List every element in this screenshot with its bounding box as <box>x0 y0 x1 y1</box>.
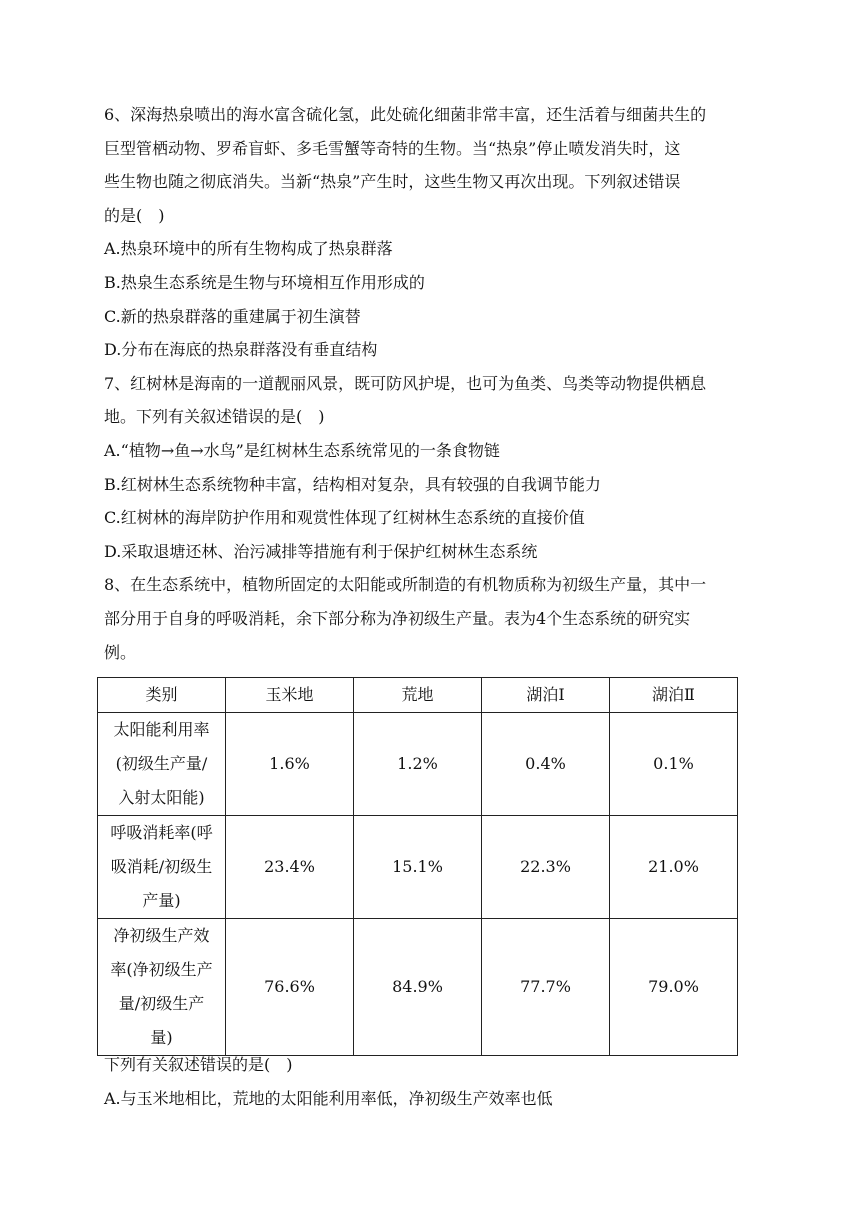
question-8-stem-line-1: 8、在生态系统中，植物所固定的太阳能或所制造的有机物质称为初级生产量，其中一 <box>104 575 707 595</box>
question-6 <box>104 98 764 367</box>
question-8-after-table <box>104 1048 764 1115</box>
question-6-stem-line-1: 6、深海热泉喷出的海水富含硫化氢，此处硫化细菌非常丰富，还生活着与细菌共生的 <box>104 105 707 124</box>
question-8-option-a: A.与玉米地相比，荒地的太阳能利用率低，净初级生产效率也低 <box>104 1088 553 1108</box>
table-cell: 1.6% <box>226 713 354 816</box>
table-cell: 76.6% <box>226 919 354 1056</box>
table-header-cell: 玉米地 <box>226 678 354 713</box>
table-header-cell: 类别 <box>98 678 226 713</box>
question-6-option-a: A.热泉环境中的所有生物构成了热泉群落 <box>104 239 393 259</box>
row-label-cell <box>98 816 226 919</box>
question-6-option-c: C.新的热泉群落的重建属于初生演替 <box>104 306 361 326</box>
table-row <box>98 816 738 919</box>
row-label-line: (初级生产量/ <box>115 754 208 773</box>
question-7-option-b: B.红树林生态系统物种丰富，结构相对复杂，具有较强的自我调节能力 <box>104 474 601 494</box>
question-8-prompt: 下列有关叙述错误的是( ) <box>104 1055 293 1074</box>
question-6-option-b: B.热泉生态系统是生物与环境相互作用形成的 <box>104 272 425 292</box>
question-6-stem-line-3: 些生物也随之彻底消失。当新“热泉”产生时，这些生物又再次出现。下列叙述错误 <box>104 172 681 192</box>
question-6-option-d: D.分布在海底的热泉群落没有垂直结构 <box>104 340 378 360</box>
row-label-line: 量) <box>150 1028 173 1047</box>
table-header-cell: 荒地 <box>354 678 482 713</box>
table-cell: 21.0% <box>610 816 738 919</box>
row-label-line: 净初级生产效 <box>113 926 210 945</box>
question-8-stem-line-3: 例。 <box>104 642 137 662</box>
table-cell: 77.7% <box>482 919 610 1056</box>
table-row <box>98 919 738 1056</box>
table-cell: 23.4% <box>226 816 354 919</box>
question-block <box>104 98 764 669</box>
table-header-cell: 湖泊Ⅰ <box>482 678 610 713</box>
question-7-option-a: A.“植物→鱼→水鸟”是红树林生态系统常见的一条食物链 <box>104 440 500 460</box>
question-7 <box>104 367 764 569</box>
table-cell: 79.0% <box>610 919 738 1056</box>
question-6-stem-line-2: 巨型管栖动物、罗希盲虾、多毛雪蟹等奇特的生物。当“热泉”停止喷发消失时，这 <box>104 138 681 158</box>
question-7-option-d: D.采取退塘还林、治污减排等措施有利于保护红树林生态系统 <box>104 541 538 561</box>
table-header-row <box>98 678 738 713</box>
question-7-stem-line-1: 7、红树林是海南的一道靓丽风景，既可防风护堤，也可为鱼类、鸟类等动物提供栖息 <box>104 373 707 393</box>
table-header-cell: 湖泊Ⅱ <box>610 678 738 713</box>
table-cell: 0.4% <box>482 713 610 816</box>
question-7-stem-line-2: 地。下列有关叙述错误的是( ) <box>104 407 325 427</box>
table-cell: 84.9% <box>354 919 482 1056</box>
question-6-stem-line-4: 的是( ) <box>104 205 165 225</box>
ecosystem-data-table <box>97 677 738 1056</box>
row-label-line: 呼吸消耗率(呼 <box>110 823 213 842</box>
question-8 <box>104 568 764 669</box>
row-label-line: 产量) <box>142 891 181 910</box>
row-label-line: 率(净初级生产 <box>110 960 213 979</box>
table-cell: 22.3% <box>482 816 610 919</box>
table-cell: 0.1% <box>610 713 738 816</box>
row-label-line: 吸消耗/初级生 <box>110 857 213 876</box>
table-cell: 1.2% <box>354 713 482 816</box>
row-label-line: 入射太阳能) <box>118 788 205 807</box>
table-cell: 15.1% <box>354 816 482 919</box>
row-label-cell <box>98 713 226 816</box>
question-7-option-c: C.红树林的海岸防护作用和观赏性体现了红树林生态系统的直接价值 <box>104 508 585 528</box>
table-row <box>98 713 738 816</box>
row-label-line: 量/初级生产 <box>118 994 205 1013</box>
row-label-cell <box>98 919 226 1056</box>
row-label-line: 太阳能利用率 <box>113 720 210 739</box>
question-8-stem-line-2: 部分用于自身的呼吸消耗，余下部分称为净初级生产量。表为4个生态系统的研究实 <box>104 608 691 628</box>
